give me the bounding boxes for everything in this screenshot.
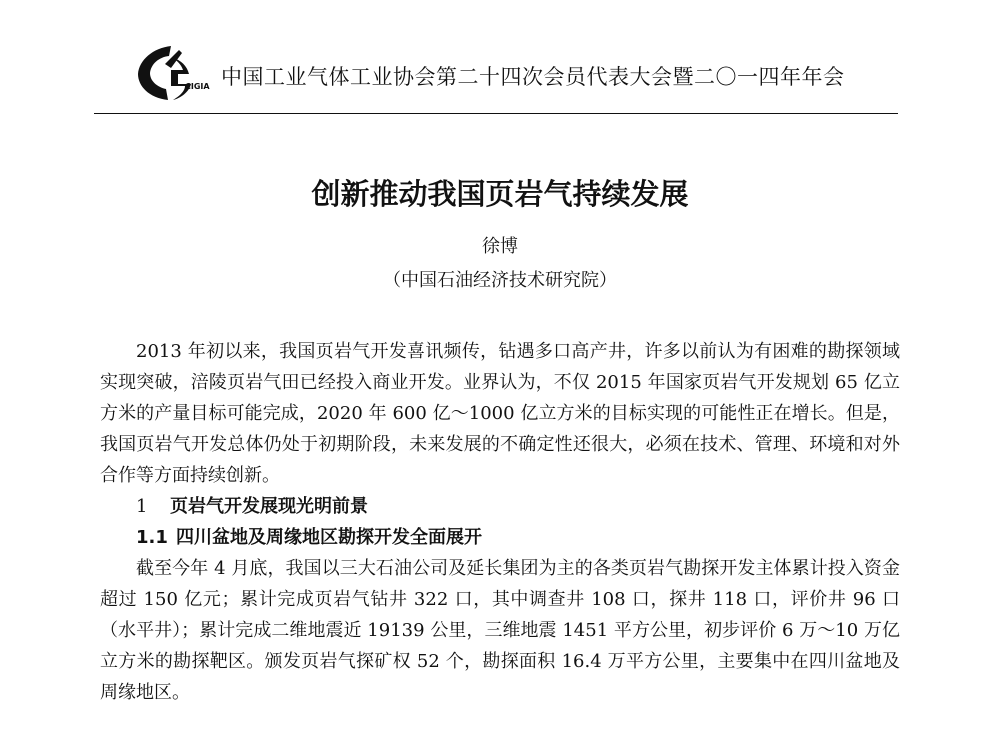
section-heading-1 xyxy=(100,491,900,522)
article-body xyxy=(100,336,900,708)
section-number: 1 xyxy=(136,496,148,517)
intro-paragraph: 2013 年初以来，我国页岩气开发喜讯频传，钻遇多口高产井，许多以前认为有困难的勘探领域实现突破，涪陵页岩气田已经投入商业开发。业界认为，不仅 2015 年国家页岩气开发规划 65 亿立方米的产量目标可能完成，2020 年 600 亿～1000 亿立方米的目标实现的可能性正在增长。但是，我国页岩气开发总体仍处于初期阶段，未来发展的不确定性还很大，必须在技术、管理、环境和对外合作等方面持续创新。 xyxy=(100,341,900,486)
article-title: 创新推动我国页岩气持续发展 xyxy=(311,177,689,211)
subsection-paragraph: 截至今年 4 月底，我国以三大石油公司及延长集团为主的各类页岩气勘探开发主体累计投入资金超过 150 亿元；累计完成页岩气钻井 322 口，其中调查井 108 口，探井 118 口，评价井 96 口（水平井）；累计完成二维地震近 19139 公里，三维地震 1451 平方公里，初步评价 6 万～10 万亿立方米的勘探靶区。颁发页岩气探矿权 52 个，勘探面积 16.4 万平方公里，主要集中在四川盆地及周缘地区。 xyxy=(100,558,900,703)
subsection-heading-1-1 xyxy=(100,522,900,553)
subsection-title: 四川盆地及周缘地区勘探开发全面展开 xyxy=(176,527,482,548)
section-title: 页岩气开发展现光明前景 xyxy=(170,496,368,517)
author-affiliation: （中国石油经济技术研究院） xyxy=(383,270,617,291)
article-author: 徐博 xyxy=(482,236,518,257)
cigia-logo xyxy=(135,44,210,102)
header-divider xyxy=(94,113,898,114)
page-header xyxy=(135,44,895,104)
conference-title: 中国工业气体工业协会第二十四次会员代表大会暨二〇一四年年会 xyxy=(221,65,845,89)
svg-text:CIGIA: CIGIA xyxy=(185,82,210,91)
subsection-number: 1.1 xyxy=(136,527,168,548)
